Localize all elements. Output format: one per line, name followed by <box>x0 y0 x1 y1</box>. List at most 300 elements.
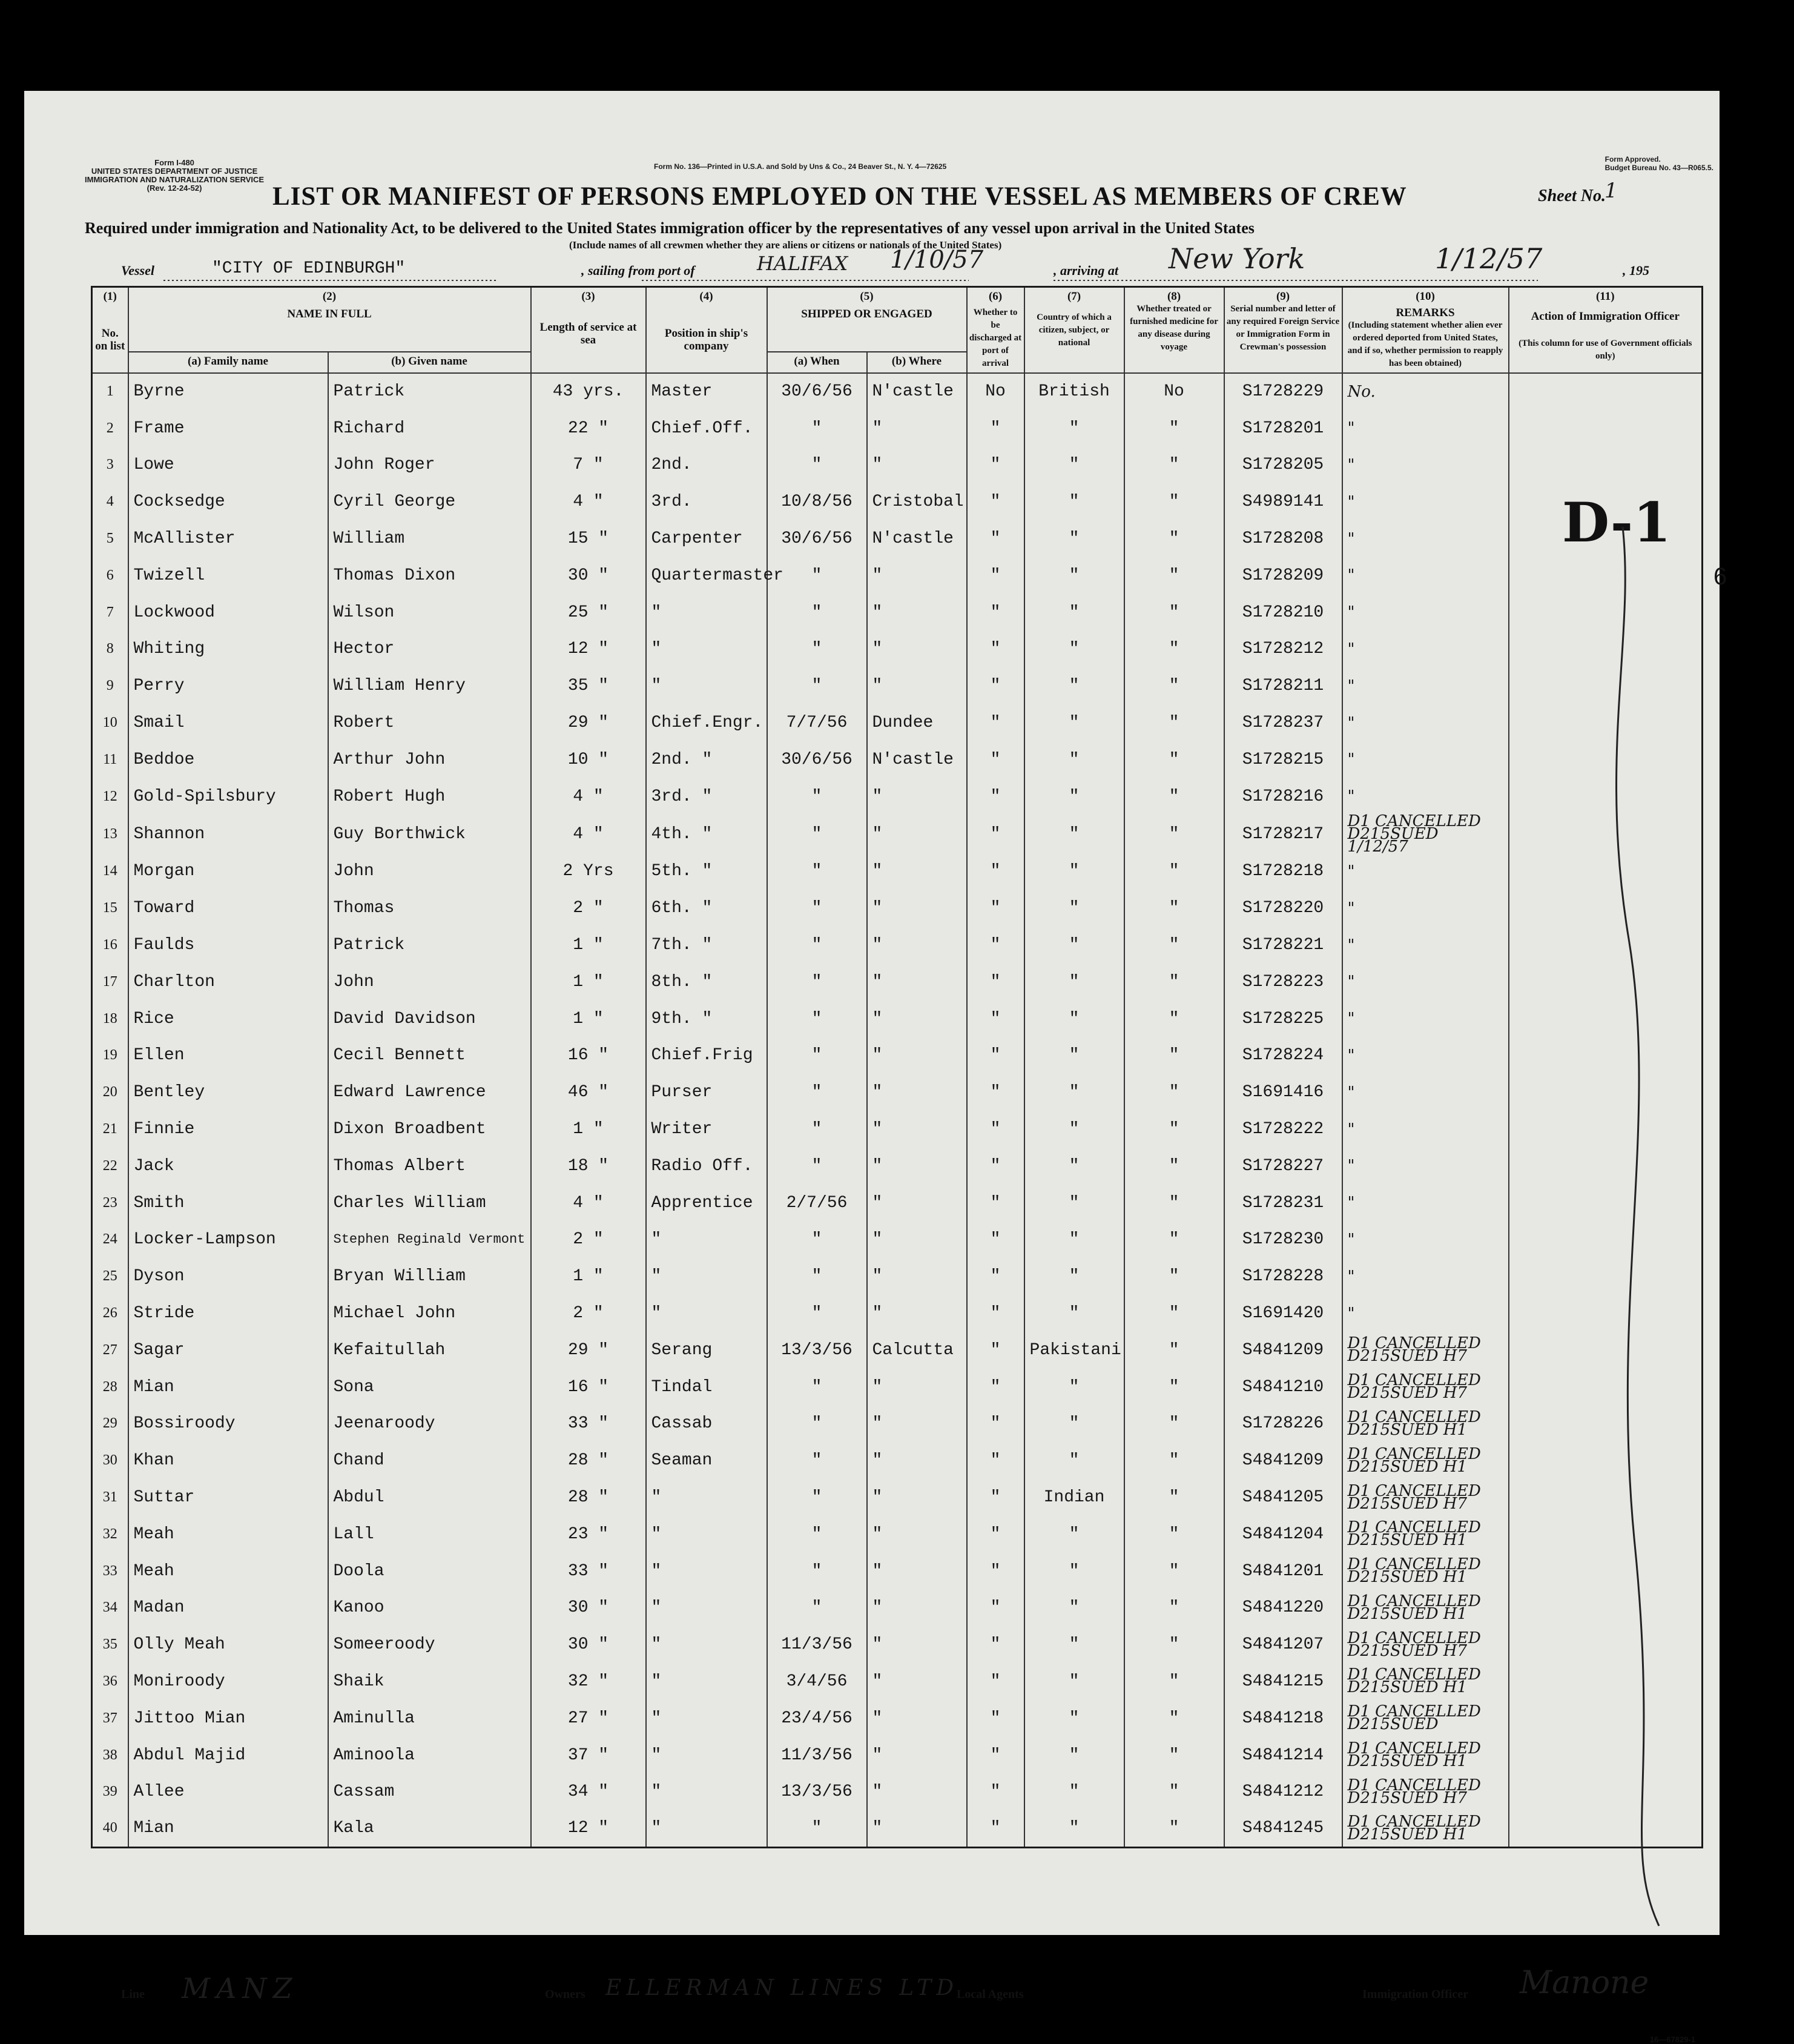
officer-action <box>1509 447 1703 484</box>
shipped-where: " <box>867 1516 967 1553</box>
discharged: " <box>967 447 1024 484</box>
discharged: " <box>967 1148 1024 1185</box>
country: " <box>1024 1700 1124 1737</box>
col-where-header: (b) Where <box>867 352 967 373</box>
serial-number: S1728222 <box>1224 1111 1342 1148</box>
officer-signature: Manone <box>1520 1965 1649 2001</box>
shipped-when: " <box>767 1479 867 1516</box>
position: " <box>646 1626 767 1663</box>
remarks: " <box>1342 1258 1509 1295</box>
country: " <box>1024 890 1124 927</box>
medicine: " <box>1124 1442 1224 1479</box>
service-length: 4 " <box>531 1185 646 1222</box>
given-name: Patrick <box>328 927 531 964</box>
shipped-when: " <box>767 1148 867 1185</box>
country: " <box>1024 1773 1124 1810</box>
serial-number: S1728220 <box>1224 890 1342 927</box>
row-number: 29 <box>92 1406 128 1443</box>
remarks: " <box>1342 447 1509 484</box>
position: 5th. " <box>646 853 767 890</box>
medicine: " <box>1124 815 1224 853</box>
medicine: " <box>1124 667 1224 704</box>
officer-action <box>1509 1111 1703 1148</box>
discharged: " <box>967 1111 1024 1148</box>
row-number: 11 <box>92 741 128 778</box>
given-name: Dixon Broadbent <box>328 1111 531 1148</box>
service-length: 4 " <box>531 815 646 853</box>
serial-number: S1728210 <box>1224 594 1342 631</box>
shipped-where: " <box>867 1442 967 1479</box>
row-number: 3 <box>92 447 128 484</box>
discharged: " <box>967 1442 1024 1479</box>
manifest-sheet <box>24 91 1727 2044</box>
country: " <box>1024 853 1124 890</box>
family-name: Lowe <box>128 447 328 484</box>
service-length: 34 " <box>531 1773 646 1810</box>
country: " <box>1024 1369 1124 1406</box>
country: " <box>1024 1737 1124 1774</box>
family-name: Lockwood <box>128 594 328 631</box>
officer-action <box>1509 815 1703 853</box>
country: " <box>1024 594 1124 631</box>
medicine: " <box>1124 1700 1224 1737</box>
discharged: " <box>967 1369 1024 1406</box>
officer-action <box>1509 1406 1703 1443</box>
discharged: " <box>967 853 1024 890</box>
row-number: 35 <box>92 1626 128 1663</box>
medicine: " <box>1124 483 1224 520</box>
remarks: D1 CANCELLED D215SUED H1 <box>1342 1516 1509 1553</box>
service-length: 22 " <box>531 410 646 447</box>
medicine: " <box>1124 1369 1224 1406</box>
given-name: Abdul <box>328 1479 531 1516</box>
family-name: Smail <box>128 704 328 741</box>
family-name: Toward <box>128 890 328 927</box>
position: " <box>646 1773 767 1810</box>
table-row <box>92 1442 1703 1479</box>
col-action-header: (11) Action of Immigration Officer (This column for use of Government officials only) <box>1509 287 1703 374</box>
position: Seaman <box>646 1442 767 1479</box>
table-row <box>92 667 1703 704</box>
medicine: " <box>1124 1037 1224 1074</box>
shipped-where: " <box>867 1773 967 1810</box>
table-row <box>92 1700 1703 1737</box>
given-name: Bryan William <box>328 1258 531 1295</box>
row-number: 23 <box>92 1185 128 1222</box>
remarks: " <box>1342 1185 1509 1222</box>
country: " <box>1024 1626 1124 1663</box>
shipped-when: " <box>767 1406 867 1443</box>
col-when-header: (a) When <box>767 352 867 373</box>
discharged: " <box>967 1773 1024 1810</box>
serial-number: S1728215 <box>1224 741 1342 778</box>
country: " <box>1024 1222 1124 1258</box>
officer-action <box>1509 1295 1703 1332</box>
serial-number: S4841214 <box>1224 1737 1342 1774</box>
row-number: 9 <box>92 667 128 704</box>
discharged: " <box>967 1810 1024 1847</box>
position: Purser <box>646 1074 767 1111</box>
shipped-when: " <box>767 1810 867 1847</box>
local-agents-label: Local Agents <box>957 1988 1024 2001</box>
shipped-where: Dundee <box>867 704 967 741</box>
family-name: McAllister <box>128 520 328 557</box>
shipped-where: " <box>867 1037 967 1074</box>
country: " <box>1024 704 1124 741</box>
row-number: 6 <box>92 557 128 594</box>
given-name: Kala <box>328 1810 531 1847</box>
row-number: 20 <box>92 1074 128 1111</box>
discharged: " <box>967 631 1024 668</box>
shipped-when: " <box>767 853 867 890</box>
serial-number: S4841210 <box>1224 1369 1342 1406</box>
remarks: " <box>1342 853 1509 890</box>
serial-number: S4841207 <box>1224 1626 1342 1663</box>
row-number: 25 <box>92 1258 128 1295</box>
budget-bureau: Budget Bureau No. 43—R065.5. <box>1604 164 1713 172</box>
given-name: Edward Lawrence <box>328 1074 531 1111</box>
country: " <box>1024 483 1124 520</box>
medicine: " <box>1124 447 1224 484</box>
discharged: " <box>967 815 1024 853</box>
remarks: D1 CANCELLED D215SUED H1 <box>1342 1406 1509 1443</box>
shipped-when: " <box>767 1258 867 1295</box>
family-name: Byrne <box>128 373 328 410</box>
position: " <box>646 1590 767 1627</box>
position: 8th. " <box>646 964 767 1001</box>
position: Quartermaster <box>646 557 767 594</box>
table-row <box>92 1037 1703 1074</box>
remarks: " <box>1342 1148 1509 1185</box>
remarks: D1 CANCELLED D215SUED <box>1342 1700 1509 1737</box>
remarks: D1 CANCELLED D215SUED H1 <box>1342 1663 1509 1700</box>
family-name: Suttar <box>128 1479 328 1516</box>
family-name: Faulds <box>128 927 328 964</box>
family-name: Abdul Majid <box>128 1737 328 1774</box>
given-name: Kanoo <box>328 1590 531 1627</box>
officer-action <box>1509 631 1703 668</box>
row-number: 27 <box>92 1332 128 1369</box>
shipped-where: " <box>867 1295 967 1332</box>
discharged: No <box>967 373 1024 410</box>
shipped-where: " <box>867 447 967 484</box>
shipped-when: " <box>767 964 867 1001</box>
col-position-header: (4) Position in ship's company <box>646 287 767 374</box>
discharged: " <box>967 1479 1024 1516</box>
remarks: " <box>1342 778 1509 815</box>
table-row <box>92 557 1703 594</box>
shipped-where: " <box>867 1700 967 1737</box>
arriving-date: 1/12/57 <box>1435 242 1543 275</box>
position: " <box>646 1295 767 1332</box>
sailing-date: 1/10/57 <box>890 246 984 274</box>
officer-action <box>1509 1590 1703 1627</box>
service-length: 33 " <box>531 1553 646 1590</box>
given-name: Cecil Bennett <box>328 1037 531 1074</box>
position: Cassab <box>646 1406 767 1443</box>
officer-action <box>1509 1442 1703 1479</box>
serial-number: S1728228 <box>1224 1258 1342 1295</box>
family-name: Jack <box>128 1148 328 1185</box>
country: " <box>1024 1590 1124 1627</box>
serial-number: S1728201 <box>1224 410 1342 447</box>
service-length: 43 yrs. <box>531 373 646 410</box>
officer-action <box>1509 1001 1703 1037</box>
officer-action <box>1509 1553 1703 1590</box>
officer-action <box>1509 410 1703 447</box>
position: 2nd. <box>646 447 767 484</box>
family-name: Sagar <box>128 1332 328 1369</box>
officer-action <box>1509 853 1703 890</box>
service-length: 30 " <box>531 557 646 594</box>
remarks: " <box>1342 704 1509 741</box>
discharged: " <box>967 1663 1024 1700</box>
remarks: D1 CANCELLED D215SUED H7 <box>1342 1479 1509 1516</box>
shipped-where: " <box>867 557 967 594</box>
remarks: " <box>1342 594 1509 631</box>
shipped-where: " <box>867 1258 967 1295</box>
table-row <box>92 704 1703 741</box>
discharged: " <box>967 1258 1024 1295</box>
position: " <box>646 1222 767 1258</box>
given-name: Shaik <box>328 1663 531 1700</box>
officer-action <box>1509 1737 1703 1774</box>
service-length: 37 " <box>531 1737 646 1774</box>
page-title: LIST OR MANIFEST OF PERSONS EMPLOYED ON THE VESSEL AS MEMBERS OF CREW <box>272 182 1407 211</box>
table-row <box>92 1222 1703 1258</box>
shipped-where: " <box>867 410 967 447</box>
table-row <box>92 927 1703 964</box>
medicine: " <box>1124 1663 1224 1700</box>
discharged: " <box>967 1700 1024 1737</box>
table-row <box>92 1516 1703 1553</box>
shipped-where: " <box>867 1222 967 1258</box>
service-length: 4 " <box>531 483 646 520</box>
row-number: 1 <box>92 373 128 410</box>
medicine: " <box>1124 1111 1224 1148</box>
shipped-when: 3/4/56 <box>767 1663 867 1700</box>
remarks: " <box>1342 1222 1509 1258</box>
family-name: Meah <box>128 1553 328 1590</box>
service-length: 25 " <box>531 594 646 631</box>
position: Chief.Frig <box>646 1037 767 1074</box>
service-length: 1 " <box>531 1111 646 1148</box>
service-length: 2 " <box>531 1222 646 1258</box>
given-name: Charles William <box>328 1185 531 1222</box>
position: 3rd. <box>646 483 767 520</box>
country: " <box>1024 1553 1124 1590</box>
serial-number: S1728226 <box>1224 1406 1342 1443</box>
shipped-when: 13/3/56 <box>767 1773 867 1810</box>
medicine: " <box>1124 927 1224 964</box>
country: " <box>1024 520 1124 557</box>
country: " <box>1024 667 1124 704</box>
serial-number: S4841220 <box>1224 1590 1342 1627</box>
position: " <box>646 1516 767 1553</box>
remarks: " <box>1342 1037 1509 1074</box>
table-row <box>92 1663 1703 1700</box>
serial-number: S1728229 <box>1224 373 1342 410</box>
shipped-where: " <box>867 1369 967 1406</box>
medicine: " <box>1124 890 1224 927</box>
country: " <box>1024 1516 1124 1553</box>
sailing-port: HALIFAX <box>757 252 848 275</box>
table-row <box>92 1111 1703 1148</box>
table-row <box>92 373 1703 410</box>
service-length: 1 " <box>531 1258 646 1295</box>
table-row <box>92 594 1703 631</box>
discharged: " <box>967 520 1024 557</box>
family-name: Shannon <box>128 815 328 853</box>
row-number: 12 <box>92 778 128 815</box>
shipped-when: " <box>767 1074 867 1111</box>
medicine: " <box>1124 1773 1224 1810</box>
table-row <box>92 1737 1703 1774</box>
row-number: 34 <box>92 1590 128 1627</box>
row-number: 14 <box>92 853 128 890</box>
shipped-where: " <box>867 815 967 853</box>
service-length: 32 " <box>531 1663 646 1700</box>
col-serial-header: (9) Serial number and letter of any required Foreign Service or Immigration Form in Crewman's possession <box>1224 287 1342 374</box>
family-name: Perry <box>128 667 328 704</box>
table-row <box>92 1074 1703 1111</box>
country: " <box>1024 778 1124 815</box>
position: " <box>646 1810 767 1847</box>
shipped-where: " <box>867 594 967 631</box>
given-name: Stephen Reginald Vermont <box>328 1222 531 1258</box>
row-number: 22 <box>92 1148 128 1185</box>
form-header-right <box>1605 155 1713 172</box>
given-name: Sona <box>328 1369 531 1406</box>
row-number: 28 <box>92 1369 128 1406</box>
position: Tindal <box>646 1369 767 1406</box>
shipped-where: " <box>867 667 967 704</box>
officer-action <box>1509 1516 1703 1553</box>
family-name: Dyson <box>128 1258 328 1295</box>
shipped-where: Cristobal <box>867 483 967 520</box>
family-name: Stride <box>128 1295 328 1332</box>
medicine: " <box>1124 1222 1224 1258</box>
country: " <box>1024 557 1124 594</box>
medicine: " <box>1124 704 1224 741</box>
position: " <box>646 1258 767 1295</box>
officer-action <box>1509 594 1703 631</box>
discharged: " <box>967 410 1024 447</box>
service-length: 16 " <box>531 1037 646 1074</box>
given-name: John <box>328 964 531 1001</box>
table-row <box>92 1258 1703 1295</box>
position: Chief.Engr. <box>646 704 767 741</box>
remarks: " <box>1342 890 1509 927</box>
table-row <box>92 1332 1703 1369</box>
family-name: Ellen <box>128 1037 328 1074</box>
remarks: D1 CANCELLED D215SUED 1/12/57 <box>1342 815 1509 853</box>
shipped-when: " <box>767 1001 867 1037</box>
line-label: Line <box>121 1988 145 2001</box>
given-name: John Roger <box>328 447 531 484</box>
printer-line: Form No. 136—Printed in U.S.A. and Sold by Uns & Co., 24 Beaver St., N. Y. 4—72625 <box>654 162 947 171</box>
discharged: " <box>967 890 1024 927</box>
officer-action <box>1509 1148 1703 1185</box>
row-number: 8 <box>92 631 128 668</box>
country: " <box>1024 1663 1124 1700</box>
discharged: " <box>967 1074 1024 1111</box>
table-row <box>92 964 1703 1001</box>
serial-number: S1728227 <box>1224 1148 1342 1185</box>
family-name: Olly Meah <box>128 1626 328 1663</box>
serial-number: S1728218 <box>1224 853 1342 890</box>
col-medicine-header: (8) Whether treated or furnished medicine for any disease during voyage <box>1124 287 1224 374</box>
medicine: " <box>1124 1590 1224 1627</box>
discharged: " <box>967 1626 1024 1663</box>
service-length: 46 " <box>531 1074 646 1111</box>
medicine: " <box>1124 964 1224 1001</box>
owners-label: Owners <box>545 1988 585 2001</box>
row-number: 24 <box>92 1222 128 1258</box>
family-name: Jittoo Mian <box>128 1700 328 1737</box>
table-row <box>92 1479 1703 1516</box>
position: Serang <box>646 1332 767 1369</box>
country: " <box>1024 927 1124 964</box>
position: 3rd. " <box>646 778 767 815</box>
discharged: " <box>967 1590 1024 1627</box>
discharged: " <box>967 594 1024 631</box>
medicine: " <box>1124 853 1224 890</box>
family-name: Mian <box>128 1369 328 1406</box>
shipped-where: " <box>867 1626 967 1663</box>
shipped-when: " <box>767 1295 867 1332</box>
header-row-1 <box>92 287 1703 352</box>
given-name: Jeenaroody <box>328 1406 531 1443</box>
position: " <box>646 667 767 704</box>
medicine: " <box>1124 1001 1224 1037</box>
form-id: Form I-480 <box>154 158 194 167</box>
medicine: " <box>1124 1148 1224 1185</box>
remarks: D1 CANCELLED D215SUED H1 <box>1342 1553 1509 1590</box>
row-number: 19 <box>92 1037 128 1074</box>
country: " <box>1024 815 1124 853</box>
serial-number: S4841218 <box>1224 1700 1342 1737</box>
row-number: 30 <box>92 1442 128 1479</box>
remarks: " <box>1342 964 1509 1001</box>
serial-number: S4841245 <box>1224 1810 1342 1847</box>
service-length: 18 " <box>531 1148 646 1185</box>
col-name-header: (2) NAME IN FULL <box>128 287 531 352</box>
given-name: Chand <box>328 1442 531 1479</box>
family-name: Moniroody <box>128 1663 328 1700</box>
remarks: D1 CANCELLED D215SUED H1 <box>1342 1737 1509 1774</box>
discharged: " <box>967 1516 1024 1553</box>
serial-number: S4841215 <box>1224 1663 1342 1700</box>
table-row <box>92 1626 1703 1663</box>
discharged: " <box>967 1037 1024 1074</box>
service-length: 30 " <box>531 1590 646 1627</box>
medicine: " <box>1124 1258 1224 1295</box>
medicine: " <box>1124 631 1224 668</box>
service-length: 1 " <box>531 927 646 964</box>
medicine: " <box>1124 1295 1224 1332</box>
medicine: " <box>1124 557 1224 594</box>
discharged: " <box>967 1222 1024 1258</box>
country: British <box>1024 373 1124 410</box>
given-name: Doola <box>328 1553 531 1590</box>
table-row <box>92 631 1703 668</box>
serial-number: S1728230 <box>1224 1222 1342 1258</box>
country: " <box>1024 964 1124 1001</box>
service-length: 33 " <box>531 1406 646 1443</box>
remarks: D1 CANCELLED D215SUED H1 <box>1342 1810 1509 1847</box>
given-name: Thomas Albert <box>328 1148 531 1185</box>
